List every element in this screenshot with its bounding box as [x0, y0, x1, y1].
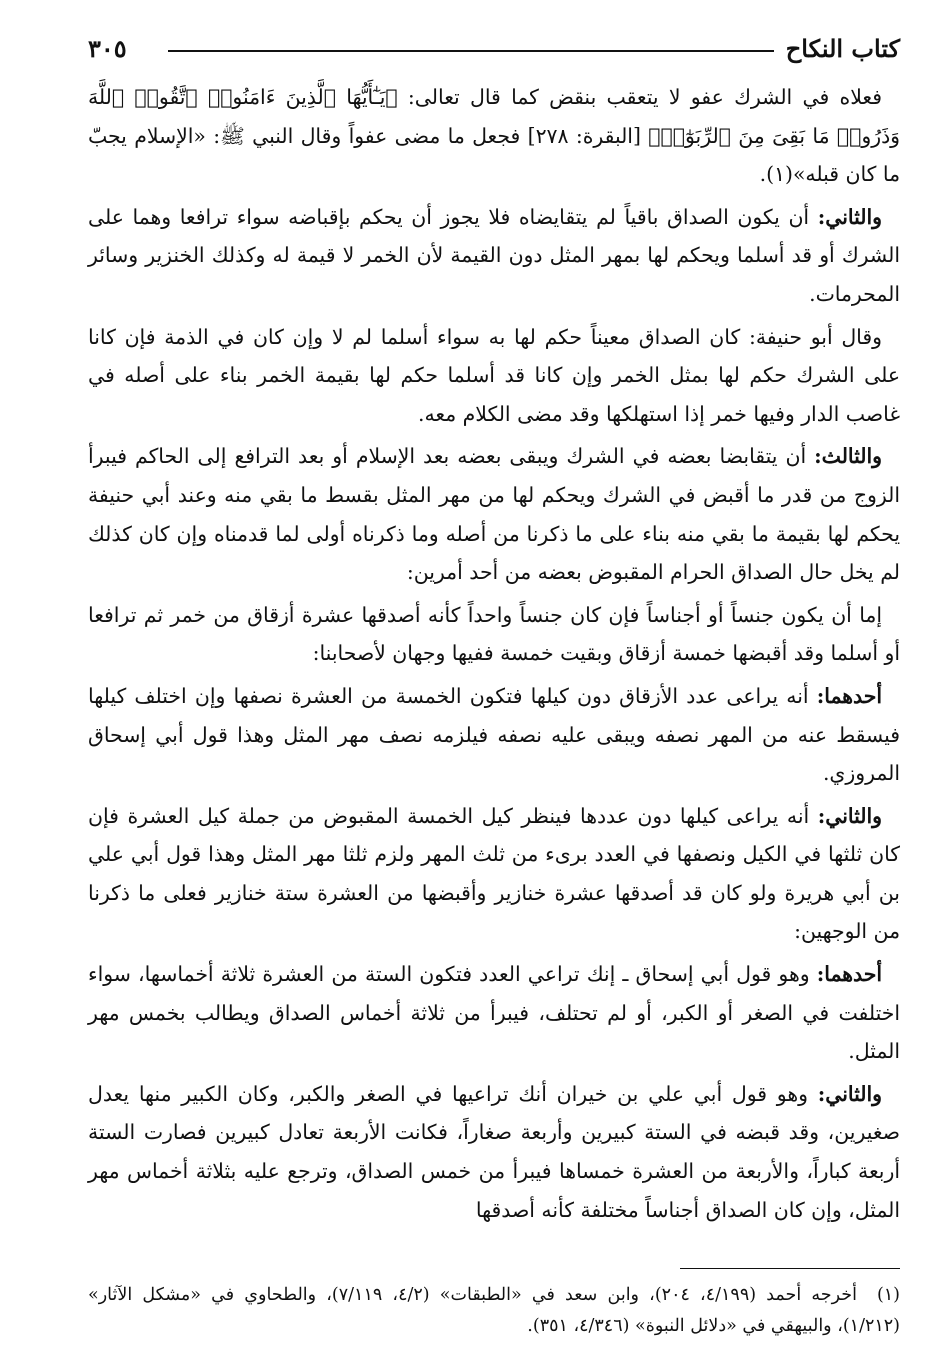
book-page	[88, 28, 900, 1338]
paragraph-text: أنه يراعى كيلها دون عددها فينظر كيل الخمسة المقبوض من جملة كيل العشرة فإن كان ثلثها في الكيل ونصفها في العدد برىء من ثلث المهر ولزم ثلثا مهر المثل وهذا قول أبي علي بن أبي هريرة ولو كان قد أصدقها عشرة خنازير وأقبضها من العشرة ستة خنازير فعلى ما ذكرنا من الوجهين:	[88, 803, 900, 944]
chapter-title: كتاب النكاح	[774, 34, 900, 63]
paragraph-lead: والثالث:	[814, 444, 882, 469]
paragraph-text: وقال أبو حنيفة: كان الصداق معيناً حكم لها به سواء أسلما لم لا وإن كان في الذمة فإن كانا على الشرك حكم لها بمثل الخمر وإن كانا قد أسلما حكم لها بقيمة الخمر بناء على أصله في غاصب الدار وفيها خمر إذا استهلكها وقد مضى الكلام معه.	[88, 324, 900, 426]
paragraph	[88, 437, 900, 591]
paragraph	[88, 318, 900, 434]
footnote-text: أخرجه أحمد (٤/١٩٩، ٢٠٤)، وابن سعد في «الطبقات» (٤/٢، ٧/١١٩)، والطحاوي في «مشكل الآثار» (١/٢١٢)، والبيهقي في «دلائل النبوة» (٤/٣٤٦، ٣٥١).	[88, 1285, 900, 1336]
header-rule	[168, 50, 780, 52]
paragraph-text: وهو قول أبي إسحاق ـ إنك تراعي العدد فتكون الستة من العشرة ثلاثة أخماسها، سواء اختلفت في الصغر أو الكبر، أو لم تحتلف، فيبرأ من ثلاثة أخماس الصداق ويطالب بخمس مهر المثل.	[88, 962, 900, 1064]
page-number: ٣٠٥	[88, 34, 139, 63]
main-text	[88, 78, 900, 1229]
paragraph-lead: أحدهما:	[816, 962, 882, 987]
paragraph	[88, 797, 900, 951]
paragraph-text: أن يكون الصداق باقياً لم يتقايضاه فلا يجوز أن يحكم بإقباضه سواء ترافعا وهما على الشرك أو قد أسلما ويحكم لها بمهر المثل دون القيمة لأن الخمر لا قيمة له وكذلك الخنزير وسائر المحرمات.	[88, 204, 900, 306]
paragraph	[88, 677, 900, 793]
paragraph	[88, 596, 900, 673]
paragraph-lead: والثاني:	[817, 803, 882, 828]
paragraph	[88, 1075, 900, 1229]
paragraph-text: إما أن يكون جنساً أو أجناساً فإن كان جنساً واحداً كأنه أصدقها عشرة أزقاق من خمر ثم ترافعا أو أسلما وقد أقبضها خمسة أزقاق وبقيت خمسة ففيها وجهان لأصحابنا:	[88, 602, 900, 666]
paragraph-lead: أحدهما:	[816, 683, 882, 708]
footnote	[88, 1280, 900, 1342]
paragraph-lead: والثاني:	[817, 1081, 882, 1106]
paragraph-text: فعلاه في الشرك عفو لا يتعقب بنقض كما قال تعالى: ﴿يَـٰٓأَيُّهَا ٱلَّذِينَ ءَامَنُوا۟ ٱتَّقُوا۟ ٱللَّهَ وَذَرُوا۟ مَا بَقِىَ مِنَ ٱلرِّبَوٰٓا۟﴾ [البقرة: ٢٧٨] فجعل ما مضى عفواً وقال النبي ﷺ: «الإسلام يجبّ ما كان قبله»(١).	[88, 85, 901, 187]
paragraph-lead: والثاني:	[817, 204, 882, 229]
paragraph	[88, 78, 900, 194]
running-header	[88, 28, 900, 68]
paragraph-text: وهو قول أبي علي بن خيران أنك تراعيها في الصغر والكبر، وكان الكبير منها يعدل صغيرين، وقد قبضه في الستة كبيرين وأربعة صغاراً، فكانت الأربعة تعادل كبيرين فصارت الستة أربعة كباراً، والأربعة من العشرة خمساها فيبرأ من خمس الصداق، وترجع عليه بثلاثة أخماس مهر المثل، وإن كان الصداق أجناساً مختلفة كأنه أصدقها	[88, 1081, 900, 1222]
paragraph-text: أن يتقابضا بعضه في الشرك ويبقى بعضه بعد الإسلام أو بعد الترافع إلى الحاكم فيبرأ الزوج من قدر ما أقبض في الشرك ويحكم لها من مهر المثل بقسط ما بقي منه وعند أبي حنيفة يحكم لها بقيمة ما بقي منه بناء على ما ذكرنا من أصله وما ذكرناه أولى لما قدمناه وإن كان كذلك لم يخل حال الصداق الحرام المقبوض بعضه من أحد أمرين:	[88, 444, 900, 585]
paragraph	[88, 198, 900, 314]
paragraph	[88, 955, 900, 1071]
footnote-divider	[680, 1268, 900, 1269]
paragraph-text: أنه يراعى عدد الأزقاق دون كيلها فتكون الخمسة من العشرة نصفها وإن اختلف كيلها فيسقط عنه من المهر نصفه ويبقى عليه نصفه فيلزمه نصف مهر المثل وهذا قول أبي إسحاق المروزي.	[88, 683, 900, 786]
footnote-number: (١)	[876, 1285, 900, 1305]
